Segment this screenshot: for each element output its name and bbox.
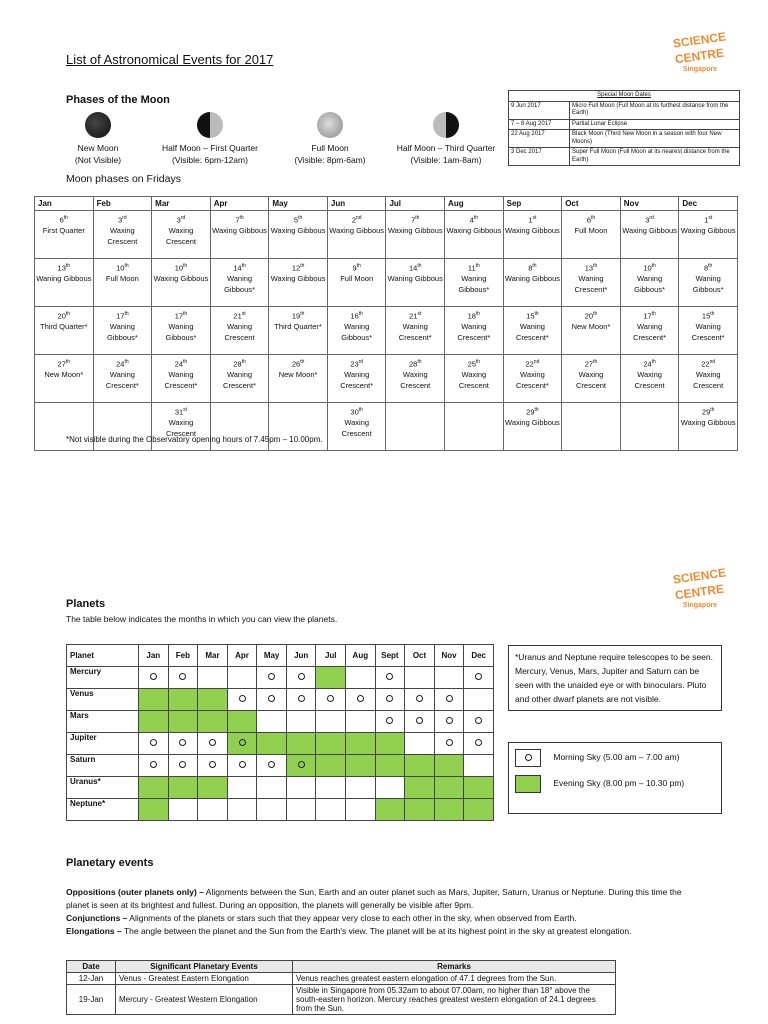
moon-cell: 15th Waning Crescent* — [679, 307, 738, 355]
visibility-cell — [227, 711, 257, 733]
definition-oppositions: Oppositions (outer planets only) – Alignments between the Sun, Earth and an outer planet such as Mars, Jupiter, Saturn, Uranus or Neptune. During this time the planet is seen at its brightest and fullest. During an opposition, the planets will generally be visible after 9pm. — [66, 887, 682, 910]
month-header: Oct — [562, 197, 621, 211]
moon-cell: 21st Waning Crescent — [210, 307, 269, 355]
visibility-cell — [168, 711, 198, 733]
visibility-cell — [227, 689, 257, 711]
morning-circle-icon — [268, 695, 275, 702]
visibility-cell — [286, 799, 316, 821]
visibility-cell — [346, 689, 376, 711]
morning-circle-icon — [150, 761, 157, 768]
morning-circle-icon — [179, 739, 186, 746]
visibility-cell — [198, 777, 228, 799]
moon-cell: 28th Waning Crescent* — [210, 355, 269, 403]
visibility-cell — [227, 799, 257, 821]
planet-table-header: Dec — [464, 645, 494, 667]
visibility-cell — [198, 799, 228, 821]
planet-name: Mercury — [67, 667, 139, 689]
definitions — [66, 886, 706, 938]
visibility-cell — [375, 799, 405, 821]
planet-table-header: Nov — [434, 645, 464, 667]
morning-circle-icon — [386, 695, 393, 702]
table-row — [35, 259, 738, 307]
month-header: Apr — [210, 197, 269, 211]
visibility-cell — [257, 689, 287, 711]
legend-morning: Morning Sky (5.00 am – 7.00 am) — [515, 749, 715, 767]
month-header: Jun — [327, 197, 386, 211]
moon-cell — [620, 403, 679, 451]
moon-cell: 10th Full Moon — [93, 259, 152, 307]
visibility-cell — [257, 799, 287, 821]
planetary-events-table: Date Significant Planetary Events Remarks 12-Jan Venus - Greatest Eastern Elongation Venus reaches greatest eastern elongation of 47.1 degrees from the Sun. 19-Jan Mercury - Greatest Western Elongation Visible in Singapore from 05.32am to about 07.00am, no higher than 18° above the south-eastern horizon. Mercury reaches greatest western elongation of 24.1 degrees from the Sun. — [66, 960, 616, 1015]
morning-circle-icon — [298, 695, 305, 702]
moon-cell: 3rd Waxing Crescent — [93, 211, 152, 259]
visibility-cell — [139, 777, 169, 799]
month-header: Nov — [620, 197, 679, 211]
legend — [508, 742, 722, 814]
morning-circle-icon — [386, 717, 393, 724]
visibility-cell — [257, 711, 287, 733]
moon-cell: 22nd Waxing Crescent — [679, 355, 738, 403]
planet-table-header: Oct — [405, 645, 435, 667]
visibility-cell — [375, 689, 405, 711]
definition-elongations: Elongations – The angle between the planet and the Sun from the Earth's view. The planet will be at its highest point in the sky at greatest elongation. — [66, 926, 632, 936]
visibility-cell — [198, 711, 228, 733]
visibility-cell — [286, 777, 316, 799]
moon-cell: 9th Full Moon — [327, 259, 386, 307]
moon-cell: 5th Waxing Gibbous — [269, 211, 328, 259]
planets-table — [66, 644, 494, 821]
moon-cell — [562, 403, 621, 451]
morning-circle-icon — [386, 673, 393, 680]
visibility-cell — [257, 733, 287, 755]
morning-circle-icon — [268, 673, 275, 680]
moon-cell: 10th Waxing Gibbous — [152, 259, 211, 307]
visibility-cell — [168, 755, 198, 777]
phases-heading: Phases of the Moon — [66, 94, 170, 106]
visibility-cell — [139, 711, 169, 733]
visibility-cell — [257, 667, 287, 689]
month-header: Dec — [679, 197, 738, 211]
morning-circle-icon — [150, 739, 157, 746]
visibility-cell — [405, 777, 435, 799]
table-row — [67, 777, 494, 799]
planet-name: Venus — [67, 689, 139, 711]
visibility-cell — [286, 667, 316, 689]
visibility-cell — [464, 711, 494, 733]
morning-circle-icon — [475, 717, 482, 724]
full-moon-icon — [317, 112, 343, 138]
moon-cell: 13th Waning Crescent* — [562, 259, 621, 307]
morning-circle-icon — [179, 673, 186, 680]
moon-cell: 10th Waning Gibbous* — [620, 259, 679, 307]
morning-circle-icon — [446, 695, 453, 702]
moon-cell: 19th Third Quarter* — [269, 307, 328, 355]
visibility-cell — [464, 755, 494, 777]
visibility-cell — [316, 689, 346, 711]
planet-table-header: Aug — [346, 645, 376, 667]
morning-circle-icon — [475, 673, 482, 680]
table-row — [67, 689, 494, 711]
morning-circle-icon — [416, 695, 423, 702]
visibility-cell — [346, 755, 376, 777]
planet-table-header: May — [257, 645, 287, 667]
visibility-cell — [405, 689, 435, 711]
moon-cell: 1st Waxing Gibbous — [503, 211, 562, 259]
morning-circle-icon — [239, 761, 246, 768]
moon-cell: 26th New Moon* — [269, 355, 328, 403]
planet-table-header: Feb — [168, 645, 198, 667]
moon-cell: 20th Third Quarter* — [35, 307, 94, 355]
visibility-cell — [227, 667, 257, 689]
table-row — [67, 799, 494, 821]
month-header: Jul — [386, 197, 445, 211]
planet-name: Mars — [67, 711, 139, 733]
moon-cell: 12th Waxing Gibbous — [269, 259, 328, 307]
moon-cell: 29th Waxing Gibbous — [679, 403, 738, 451]
phase-first-quarter: Half Moon – First Quarter (Visible: 6pm-12am) — [150, 112, 270, 166]
moon-cell: 31st Waxing Crescent — [152, 403, 211, 451]
visibility-cell — [464, 777, 494, 799]
third-quarter-moon-icon — [433, 112, 459, 138]
science-centre-logo-lower: SCIENCE CENTRE Singapore — [672, 565, 727, 609]
moon-cell — [445, 403, 504, 451]
visibility-cell — [316, 755, 346, 777]
special-moon-dates-table: Special Moon Dates 9 Jun 2017 Micro Full Moon (Full Moon at its furthest distance from the Earth) 7 – 8 Aug 2017 Partial Lunar Eclipse 22 Aug 2017 Black Moon (Third New Moon in a season with four New Moons) 3 Dec 2017 Super Full Moon (Full Moon at its nearest distance from the Earth) — [508, 90, 740, 166]
morning-circle-icon — [327, 695, 334, 702]
planet-table-header: Jan — [139, 645, 169, 667]
moon-cell: 8th Waning Gibbous — [503, 259, 562, 307]
morning-circle-icon — [209, 761, 216, 768]
month-header: Mar — [152, 197, 211, 211]
events-heading: Planetary events — [66, 857, 154, 869]
visibility-cell — [286, 733, 316, 755]
planet-name: Saturn — [67, 755, 139, 777]
visibility-cell — [316, 777, 346, 799]
legend-evening: Evening Sky (8.00 pm – 10.30 pm) — [515, 775, 715, 793]
morning-circle-icon — [179, 761, 186, 768]
visibility-cell — [346, 777, 376, 799]
moon-cell: 13th Waning Gibbous — [35, 259, 94, 307]
morning-circle-icon — [357, 695, 364, 702]
table-row — [67, 733, 494, 755]
month-header: Sep — [503, 197, 562, 211]
moon-cell: 21st Waning Crescent* — [386, 307, 445, 355]
planets-heading: Planets — [66, 598, 106, 610]
visibility-cell — [168, 777, 198, 799]
planet-table-header: Jun — [286, 645, 316, 667]
visibility-cell — [139, 689, 169, 711]
moon-cell: 29th Waxing Gibbous — [503, 403, 562, 451]
visibility-cell — [464, 733, 494, 755]
visibility-cell — [375, 755, 405, 777]
svg-text:SCIENCE: SCIENCE — [672, 565, 727, 587]
planet-name: Jupiter — [67, 733, 139, 755]
visibility-cell — [168, 689, 198, 711]
svg-text:SCIENCE: SCIENCE — [672, 29, 727, 51]
moon-cell: 3rd Waxing Gibbous — [620, 211, 679, 259]
visibility-cell — [405, 733, 435, 755]
moon-cell: 20th New Moon* — [562, 307, 621, 355]
moon-cell: 17th Waning Crescent* — [620, 307, 679, 355]
visibility-cell — [346, 733, 376, 755]
visibility-cell — [227, 755, 257, 777]
visibility-cell — [405, 711, 435, 733]
new-moon-icon — [85, 112, 111, 138]
month-header: Feb — [93, 197, 152, 211]
phase-third-quarter: Half Moon – Third Quarter (Visible: 1am-8am) — [388, 112, 504, 166]
visibility-cell — [464, 799, 494, 821]
moon-cell: 28th Waxing Crescent — [386, 355, 445, 403]
visibility-cell — [346, 799, 376, 821]
visibility-cell — [375, 733, 405, 755]
table-row — [35, 355, 738, 403]
visibility-cell — [286, 711, 316, 733]
moon-cell: 24th Waning Crescent* — [93, 355, 152, 403]
visibility-cell — [198, 733, 228, 755]
visibility-cell — [139, 799, 169, 821]
visibility-cell — [227, 733, 257, 755]
morning-circle-icon — [446, 717, 453, 724]
visibility-cell — [375, 711, 405, 733]
month-header: Aug — [445, 197, 504, 211]
visibility-cell — [257, 777, 287, 799]
table-row — [35, 211, 738, 259]
moon-cell: 8th Waning Gibbous* — [679, 259, 738, 307]
moon-cell: 7th Waxing Gibbous — [210, 211, 269, 259]
moon-cell: 25th Waxing Crescent — [445, 355, 504, 403]
table-row — [35, 307, 738, 355]
visibility-cell — [464, 689, 494, 711]
table-row — [67, 667, 494, 689]
planet-name: Neptune* — [67, 799, 139, 821]
moon-cell: 15th Waning Crescent* — [503, 307, 562, 355]
visibility-cell — [434, 799, 464, 821]
visibility-cell — [434, 777, 464, 799]
visibility-cell — [434, 667, 464, 689]
planet-table-header: Sept — [375, 645, 405, 667]
visibility-cell — [316, 799, 346, 821]
moon-cell: 27th New Moon* — [35, 355, 94, 403]
visibility-cell — [346, 667, 376, 689]
moon-cell: 3rd Waxing Crescent — [152, 211, 211, 259]
phase-full-moon: Full Moon (Visible: 8pm-6am) — [282, 112, 378, 166]
table-row — [67, 755, 494, 777]
definition-conjunctions: Conjunctions – Alignments of the planets or stars such that they appear very close to each other in the sky, when observed from Earth. — [66, 913, 577, 923]
moon-cell: 7th Waxing Gibbous — [386, 211, 445, 259]
phase-new-moon: New Moon (Not Visible) — [58, 112, 138, 166]
moon-cell: 16th Waning Gibbous* — [327, 307, 386, 355]
visibility-cell — [434, 733, 464, 755]
moon-cell: 1st Waxing Gibbous — [679, 211, 738, 259]
page-title: List of Astronomical Events for 2017 — [66, 52, 274, 67]
month-header: Jan — [35, 197, 94, 211]
morning-circle-icon — [239, 695, 246, 702]
visibility-cell — [405, 667, 435, 689]
table-row: 12-Jan Venus - Greatest Eastern Elongation Venus reaches greatest eastern elongation of 47.1 degrees from the Sun. — [67, 973, 616, 985]
visibility-cell — [375, 777, 405, 799]
visibility-cell — [198, 755, 228, 777]
moon-cell: 4th Waxing Gibbous — [445, 211, 504, 259]
table-row: 19-Jan Mercury - Greatest Western Elongation Visible in Singapore from 05.32am to about 07.00am, no higher than 18° above the south-eastern horizon. Mercury reaches greatest western elongation of 24.1 degrees from the Sun. — [67, 985, 616, 1015]
visibility-cell — [434, 755, 464, 777]
morning-circle-icon — [150, 673, 157, 680]
moon-cell: 17th Waning Gibbous* — [93, 307, 152, 355]
morning-circle-icon — [446, 739, 453, 746]
visibility-cell — [139, 733, 169, 755]
first-quarter-moon-icon — [197, 112, 223, 138]
visibility-cell — [286, 689, 316, 711]
moon-cell: 24th Waning Crescent* — [152, 355, 211, 403]
moon-cell: 18th Waning Crescent* — [445, 307, 504, 355]
visibility-cell — [316, 711, 346, 733]
visibility-cell — [286, 755, 316, 777]
visibility-cell — [375, 667, 405, 689]
visibility-cell — [434, 689, 464, 711]
visibility-cell — [139, 667, 169, 689]
visibility-cell — [464, 667, 494, 689]
morning-circle-icon — [298, 761, 305, 768]
visibility-cell — [227, 777, 257, 799]
moon-cell: 2nd Waxing Gibbous — [327, 211, 386, 259]
moon-cell: 6th First Quarter — [35, 211, 94, 259]
moon-cell: 22nd Waxing Crescent* — [503, 355, 562, 403]
morning-circle-icon — [209, 739, 216, 746]
moon-cell: 17th Waning Gibbous* — [152, 307, 211, 355]
moon-cell: 27th Waxing Crescent — [562, 355, 621, 403]
moon-cell: 23rd Waning Crescent* — [327, 355, 386, 403]
moon-cell: 14th Waning Gibbous* — [210, 259, 269, 307]
planet-name: Uranus* — [67, 777, 139, 799]
month-header: May — [269, 197, 328, 211]
visibility-cell — [168, 667, 198, 689]
moon-cell — [386, 403, 445, 451]
moon-cell: 30th Waxing Crescent — [327, 403, 386, 451]
planet-table-header: Apr — [227, 645, 257, 667]
visibility-cell — [168, 733, 198, 755]
svg-text:CENTRE: CENTRE — [674, 45, 725, 67]
morning-circle-icon — [298, 673, 305, 680]
table-row — [67, 711, 494, 733]
visibility-cell — [316, 733, 346, 755]
morning-swatch — [515, 749, 541, 767]
planets-intro: The table below indicates the months in which you can view the planets. — [66, 614, 338, 624]
evening-swatch — [515, 775, 541, 793]
moon-cell: 6th Full Moon — [562, 211, 621, 259]
morning-circle-icon — [475, 739, 482, 746]
visibility-cell — [316, 667, 346, 689]
visibility-cell — [434, 711, 464, 733]
visibility-cell — [405, 755, 435, 777]
science-centre-logo: SCIENCE CENTRE Singapore — [672, 29, 727, 73]
planet-table-header: Planet — [67, 645, 139, 667]
visibility-cell — [257, 755, 287, 777]
moon-cell: 11th Waning Gibbous* — [445, 259, 504, 307]
visibility-cell — [198, 667, 228, 689]
fridays-heading: Moon phases on Fridays — [66, 173, 181, 185]
visibility-cell — [346, 711, 376, 733]
morning-circle-icon — [416, 717, 423, 724]
svg-text:CENTRE: CENTRE — [674, 581, 725, 603]
visibility-cell — [168, 799, 198, 821]
visibility-cell — [405, 799, 435, 821]
morning-circle-icon — [239, 739, 246, 746]
moon-cell: 14th Waning Gibbous — [386, 259, 445, 307]
visibility-cell — [139, 755, 169, 777]
planet-table-header: Mar — [198, 645, 228, 667]
planet-visibility-note: *Uranus and Neptune require telescopes to be seen. Mercury, Venus, Mars, Jupiter and Saturn can be seen with the unaided eye or with binoculars. Pluto and other dwarf planets are not visible. — [508, 645, 722, 711]
morning-circle-icon — [268, 761, 275, 768]
moon-cell: 24th Waxing Crescent — [620, 355, 679, 403]
planet-table-header: Jul — [316, 645, 346, 667]
moon-phases-table — [34, 196, 738, 451]
visibility-cell — [198, 689, 228, 711]
moon-footnote: *Not visible during the Observatory opening hours of 7.45pm – 10.00pm. — [66, 435, 323, 444]
